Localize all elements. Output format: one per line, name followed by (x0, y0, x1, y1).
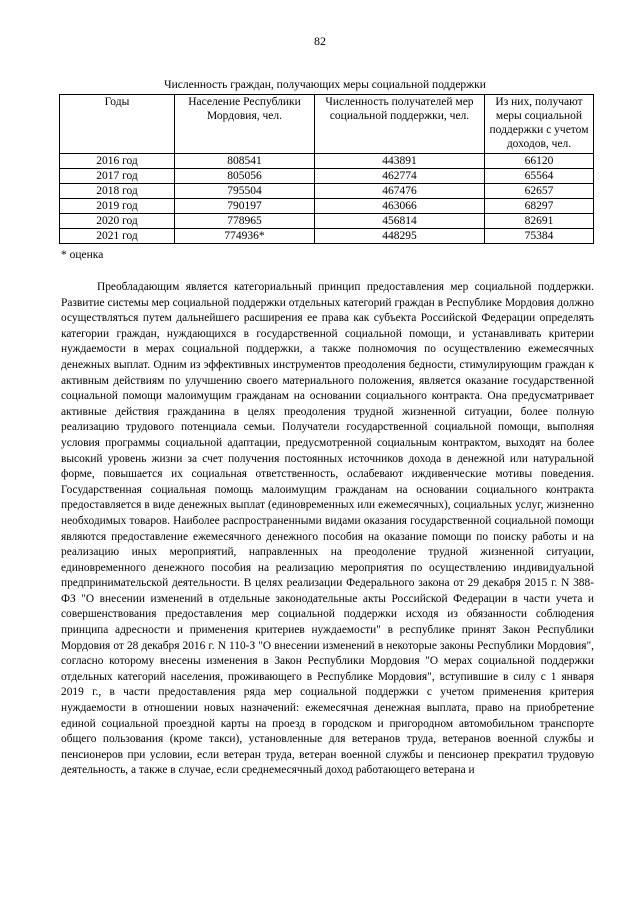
cell-population: 795504 (175, 184, 315, 199)
cell-year: 2020 год (60, 214, 175, 229)
column-header-years: Годы (60, 95, 175, 154)
cell-population: 805056 (175, 169, 315, 184)
cell-income-based: 75384 (485, 229, 594, 244)
table-footnote: * оценка (61, 249, 104, 261)
cell-population: 790197 (175, 199, 315, 214)
cell-year: 2018 год (60, 184, 175, 199)
cell-income-based: 62657 (485, 184, 594, 199)
cell-income-based: 82691 (485, 214, 594, 229)
table-row (60, 169, 594, 184)
cell-year: 2019 год (60, 199, 175, 214)
body-paragraph: Преобладающим является категориальный принцип предоставления мер социальной поддержки. Развитие системы мер социальной поддержки отдельных категорий граждан в Республике Мордовия должно осуществляться путем дальнейшего расширения ее права как субъекта Российской Федерации определять категории граждан, нуждающихся в государственной социальной помощи, и устанавливать критерии нуждаемости в мерах социальной поддержки, а также полномочия по осуществлению ежемесячных денежных выплат. Одним из эффективных инструментов преодоления бедности, стимулирующим граждан к активным действиям по улучшению своего материального положения, является оказание государственной социальной помощи малоимущим гражданам на основании социального контракта. Она предусматривает активные действия гражданина в целях преодоления трудной жизненной ситуации, более полную реализацию трудового потенциала семьи. Получатели государственной социальной помощи, выполняя условия программы социальной адаптации, предусмотренной социальным контрактом, выходят на более высокий уровень жизни за счет получения постоянных источников дохода в денежной или натуральной форме, повышается их социальная ответственность, ослабевают иждивенческие мотивы поведения. Государственная социальная помощь малоимущим гражданам на основании социального контракта предоставляется в виде денежных выплат (единовременных или ежемесячных), социальных услуг, жизненно необходимых товаров. Наиболее распространенными видами оказания государственной социальной помощи являются предоставление ежемесячного денежного пособия на оказание помощи по поиску работы и на реализацию иных мероприятий, направленных на преодоление трудной жизненной ситуации, единовременного денежного пособия на реализацию мероприятия по осуществлению индивидуальной предпринимательской деятельности. В целях реализации Федерального закона от 29 декабря 2015 г. N 388-ФЗ "О внесении изменений в отдельные законодательные акты Российской Федерации в части учета и совершенствования предоставления мер социальной поддержки исходя из обязанности соблюдения принципа адресности и применения критериев нуждаемости" в республике принят Закон Республики Мордовия от 28 декабря 2016 г. N 110-З "О внесении изменений в некоторые законы Республики Мордовия", согласно которому внесены изменения в Закон Республики Мордовия "О мерах социальной поддержки отдельных категорий населения, проживающего в Республике Мордовия", вступившие в силу с 1 января 2019 г., в части предоставления ряда мер социальной поддержки с учетом применения критерия нуждаемости в отношении новых назначений: ежемесячная денежная выплата, право на приобретение единой социальной проездной карты на проезд в городском и пригородном автомобильном транспорте общего пользования (кроме такси), установленные для ветеранов труда, ветеранов военной службы и пенсионеров при условии, если ветеран труда, ветеран военной службы и пенсионер прекратил трудовую деятельность, а также в случае, если среднемесячный доход работающего ветерана и (61, 281, 594, 777)
page-number: 82 (314, 34, 326, 48)
cell-income-based: 65564 (485, 169, 594, 184)
cell-population: 808541 (175, 154, 315, 169)
cell-recipients: 456814 (315, 214, 485, 229)
cell-year: 2021 год (60, 229, 175, 244)
table-row (60, 214, 594, 229)
column-header-income-based: Из них, получают меры социальной поддержки с учетом доходов, чел. (485, 95, 594, 154)
cell-year: 2017 год (60, 169, 175, 184)
cell-recipients: 443891 (315, 154, 485, 169)
cell-recipients: 462774 (315, 169, 485, 184)
cell-recipients: 463066 (315, 199, 485, 214)
cell-income-based: 66120 (485, 154, 594, 169)
column-header-population: Население Республики Мордовия, чел. (175, 95, 315, 154)
table-row (60, 199, 594, 214)
table-row (60, 154, 594, 169)
table-header-row (60, 95, 594, 154)
table-row (60, 229, 594, 244)
column-header-recipients: Численность получателей мер социальной поддержки, чел. (315, 95, 485, 154)
cell-recipients: 448295 (315, 229, 485, 244)
social-support-table (59, 94, 594, 244)
cell-population: 778965 (175, 214, 315, 229)
table-caption: Численность граждан, получающих меры социальной поддержки (164, 79, 486, 91)
cell-year: 2016 год (60, 154, 175, 169)
cell-population: 774936* (175, 229, 315, 244)
cell-recipients: 467476 (315, 184, 485, 199)
table-row (60, 184, 594, 199)
cell-income-based: 68297 (485, 199, 594, 214)
